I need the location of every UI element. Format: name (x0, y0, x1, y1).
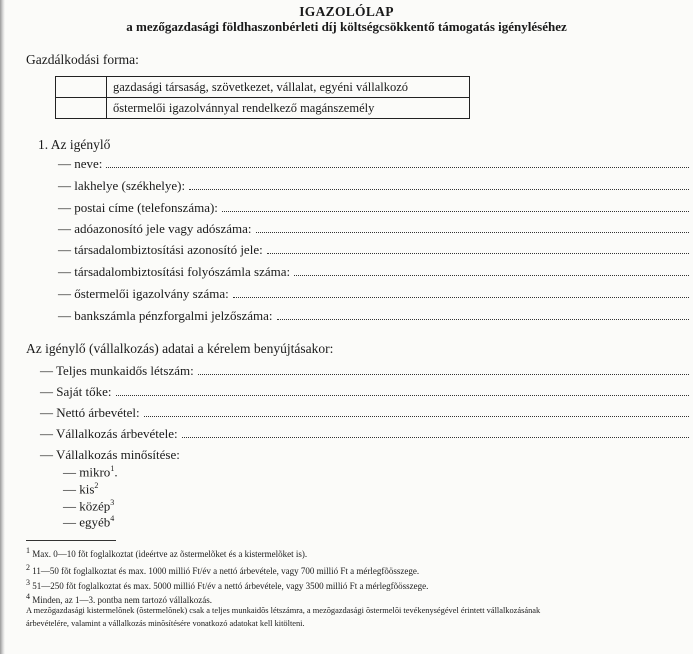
field-lakhely[interactable] (58, 178, 689, 194)
footnote-4 (26, 592, 212, 605)
field-taj[interactable] (58, 242, 689, 258)
forma-row (56, 98, 470, 119)
fill-line[interactable] (144, 406, 689, 417)
field-neve[interactable] (58, 156, 689, 172)
forma-label: Gazdálkodási forma: (26, 52, 139, 67)
fill-line[interactable] (294, 265, 689, 276)
field-label: — Saját tőke: (40, 384, 112, 399)
footnote-3 (26, 578, 428, 591)
option-label: — kis (63, 481, 95, 497)
scan-edge-shadow (0, 0, 5, 654)
field-tb-folyoszamla[interactable] (58, 264, 689, 280)
field-label: — Nettó árbevétel: (40, 405, 140, 420)
field-ostermeloi[interactable] (58, 286, 689, 302)
fill-line[interactable] (106, 157, 689, 168)
minosites-egyeb[interactable] (63, 514, 114, 530)
option-label: — közép (63, 498, 111, 514)
footnote-1 (26, 546, 307, 559)
footnote-ref: 4 (110, 514, 115, 523)
footnote-text: Max. 0—10 fõt foglalkoztat (ideértve az õstermelõket és a kistermelõket is). (32, 549, 308, 559)
field-label: — adóazonosító jele vagy adószáma: (58, 221, 252, 236)
footnote-number: 2 (26, 563, 30, 572)
fill-line[interactable] (233, 287, 689, 298)
field-label: — társadalombiztosítási azonosító jele: (58, 242, 263, 257)
footnote-text: 11—50 fõt foglalkoztat és max. 1000 millió Ft/év a nettó árbevétele, vagy 700 millió Ft a mérlegfõösszege. (32, 566, 420, 576)
footnote-text: Minden, az 1—3. pontba nem tartozó vállalkozás. (32, 595, 212, 605)
page-title: IGAZOLÓLAP (299, 4, 394, 19)
field-label: — postai címe (telefonszáma): (58, 200, 218, 215)
fill-line[interactable] (256, 222, 690, 233)
field-vallalkozas-arbevetele[interactable] (40, 426, 689, 442)
igenylo-heading: 1. Az igénylő (38, 137, 111, 152)
footnote-2 (26, 563, 419, 576)
fill-line[interactable] (189, 179, 689, 190)
footnote-number: 3 (26, 578, 30, 587)
footnote-ref: 1 (110, 464, 115, 473)
forma-row (56, 77, 470, 98)
page-subtitle: a mezőgazdasági földhaszonbérleti díj költségcsökkentő támogatás igényléséhez (126, 19, 567, 34)
footnote-number: 1 (26, 546, 30, 555)
footnote-ref: 2 (94, 481, 99, 490)
field-netto-arbevetel[interactable] (40, 405, 689, 421)
field-label: — társadalombiztosítási folyószámla száma: (58, 264, 291, 279)
option-label: — mikro (63, 464, 111, 480)
footnote-divider (26, 540, 116, 541)
footnote-text: 51—250 fõt foglalkoztat és max. 5000 millió Ft/év a nettó árbevétele, vagy 3500 millió Ft a mérlegfõösszege. (32, 581, 429, 591)
forma-option-2: őstermelői igazolvánnyal rendelkező magánszemély (107, 98, 470, 119)
minosites-kis[interactable] (63, 481, 98, 497)
fill-line[interactable] (267, 243, 689, 254)
field-label: — őstermelői igazolvány száma: (58, 286, 229, 301)
field-label: — lakhelye (székhelye): (58, 178, 186, 193)
field-label: — bankszámla pénzforgalmi jelzőszáma: (58, 308, 273, 323)
fill-line[interactable] (277, 309, 689, 320)
minosites-mikro[interactable] (63, 464, 118, 480)
note-line-2: árbevételére, valamint a vállalkozás minõsítésére vonatkozó adatokat kell kitölteni. (26, 619, 305, 628)
minosites-kozep[interactable] (63, 498, 114, 514)
field-label: — neve: (58, 156, 103, 171)
field-letszam[interactable] (40, 363, 689, 379)
forma-table (55, 76, 470, 119)
field-adoazonosito[interactable] (58, 221, 689, 237)
field-label: — Vállalkozás árbevétele: (40, 426, 178, 441)
field-sajat-toke[interactable] (40, 384, 689, 400)
adatok-heading: Az igénylő (vállalkozás) adatai a kérelem benyújtásakor: (26, 341, 334, 356)
fill-line[interactable] (182, 427, 689, 438)
note-line-1: A mezõgazdasági kistermelõnek (õstermelõnek) csak a teljes munkaidõs létszámra, a mezõgazdasági õstermelõi tevékenységével érintett vállalkozásának (26, 606, 541, 615)
option-label: — egyéb (63, 514, 111, 530)
field-bankszamla[interactable] (58, 308, 689, 324)
fill-line[interactable] (198, 364, 689, 375)
forma-option-1: gazdasági társaság, szövetkezet, vállalat, egyéni vállalkozó (107, 77, 470, 98)
forma-checkbox-2[interactable] (56, 98, 107, 119)
footnote-number: 4 (26, 592, 30, 601)
fill-line[interactable] (222, 201, 689, 212)
footnote-ref: 3 (110, 498, 115, 507)
field-postai-cim[interactable] (58, 200, 689, 216)
forma-checkbox-1[interactable] (56, 77, 107, 98)
field-minosites-label: — Vállalkozás minősítése: (40, 447, 180, 462)
option-suffix: . (114, 464, 118, 480)
field-label: — Teljes munkaidős létszám: (40, 363, 194, 378)
fill-line[interactable] (116, 385, 690, 396)
